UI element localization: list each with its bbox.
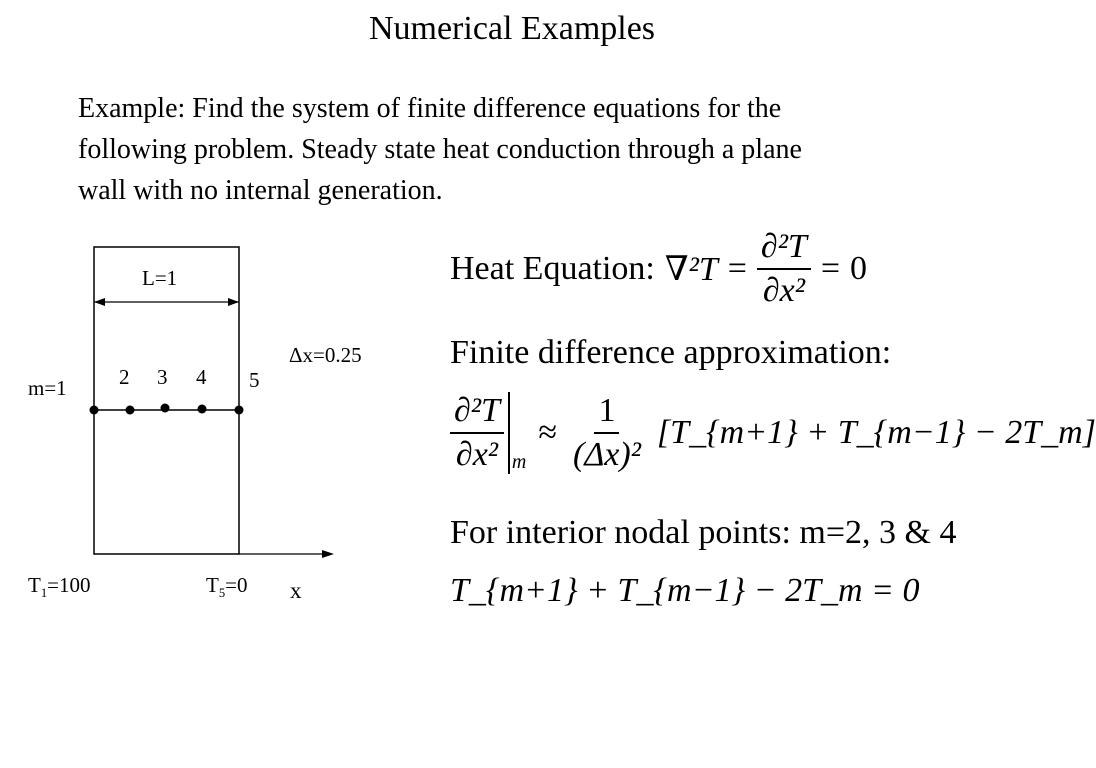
x-axis-label: x [290, 578, 302, 603]
t1-boundary-label: $T_1=100$ [28, 573, 91, 601]
heat-rhs: 0 [850, 250, 868, 287]
node-1 [90, 406, 99, 415]
heat-laplacian: ∇²T [664, 251, 718, 288]
node-3 [161, 404, 170, 413]
dx-label: Δx=0.25 [289, 343, 362, 367]
node-2 [126, 406, 135, 415]
fd-formula [450, 392, 1096, 474]
heat-equation-label: Heat Equation: [450, 250, 655, 287]
length-label: L=1 [142, 266, 178, 290]
node-number-4: 4 [196, 365, 207, 389]
right-arrowhead [228, 298, 239, 306]
page-title: Numerical Examples [368, 10, 656, 47]
x-axis-arrowhead [322, 550, 334, 558]
statement-line-3: wall with no internal generation. [78, 175, 443, 206]
heat-equation: Heat Equation: ∇²T = $\frac{\text{∂²T}}{\text{∂x²}}$ = 0 [450, 228, 868, 309]
node-number-2: 2 [119, 365, 130, 389]
fd-bracket-expression: [T_{m+1} + T_{m−1} − 2T_m] [656, 414, 1096, 451]
interior-equation: T_{m+1} + T_{m−1} − 2T_m = 0 [450, 572, 920, 609]
fd-approx-sign: ≈ [538, 414, 558, 451]
heat-derivative-fraction: $\frac{\text{∂²T}}{\text{∂x²}}$ [757, 228, 811, 310]
fd-approx-label: Finite difference approximation: [450, 334, 892, 371]
node-number-3: 3 [157, 365, 168, 389]
statement-line-1: Example: Find the system of finite difference equations for the [78, 93, 782, 124]
wall-outline [94, 247, 239, 554]
t5-boundary-label: $T_5=0$ [206, 573, 248, 601]
interior-nodes-label: For interior nodal points: m=2, 3 & 4 [450, 514, 957, 551]
fd-coefficient-fraction: $\frac{1}{\text{(Δx)²}}$ [573, 392, 641, 473]
left-arrowhead [94, 298, 105, 306]
node-number-5: 5 [249, 368, 260, 392]
node-5 [235, 406, 244, 415]
m1-label: m=1 [28, 376, 67, 400]
node-4 [198, 405, 207, 414]
fd-derivative-fraction: $\frac{\text{∂²T}}{\text{∂x²}}$ [450, 392, 510, 474]
fd-eval-subscript: m [511, 451, 527, 473]
statement-line-2: following problem. Steady state heat conduction through a plane [78, 134, 802, 165]
